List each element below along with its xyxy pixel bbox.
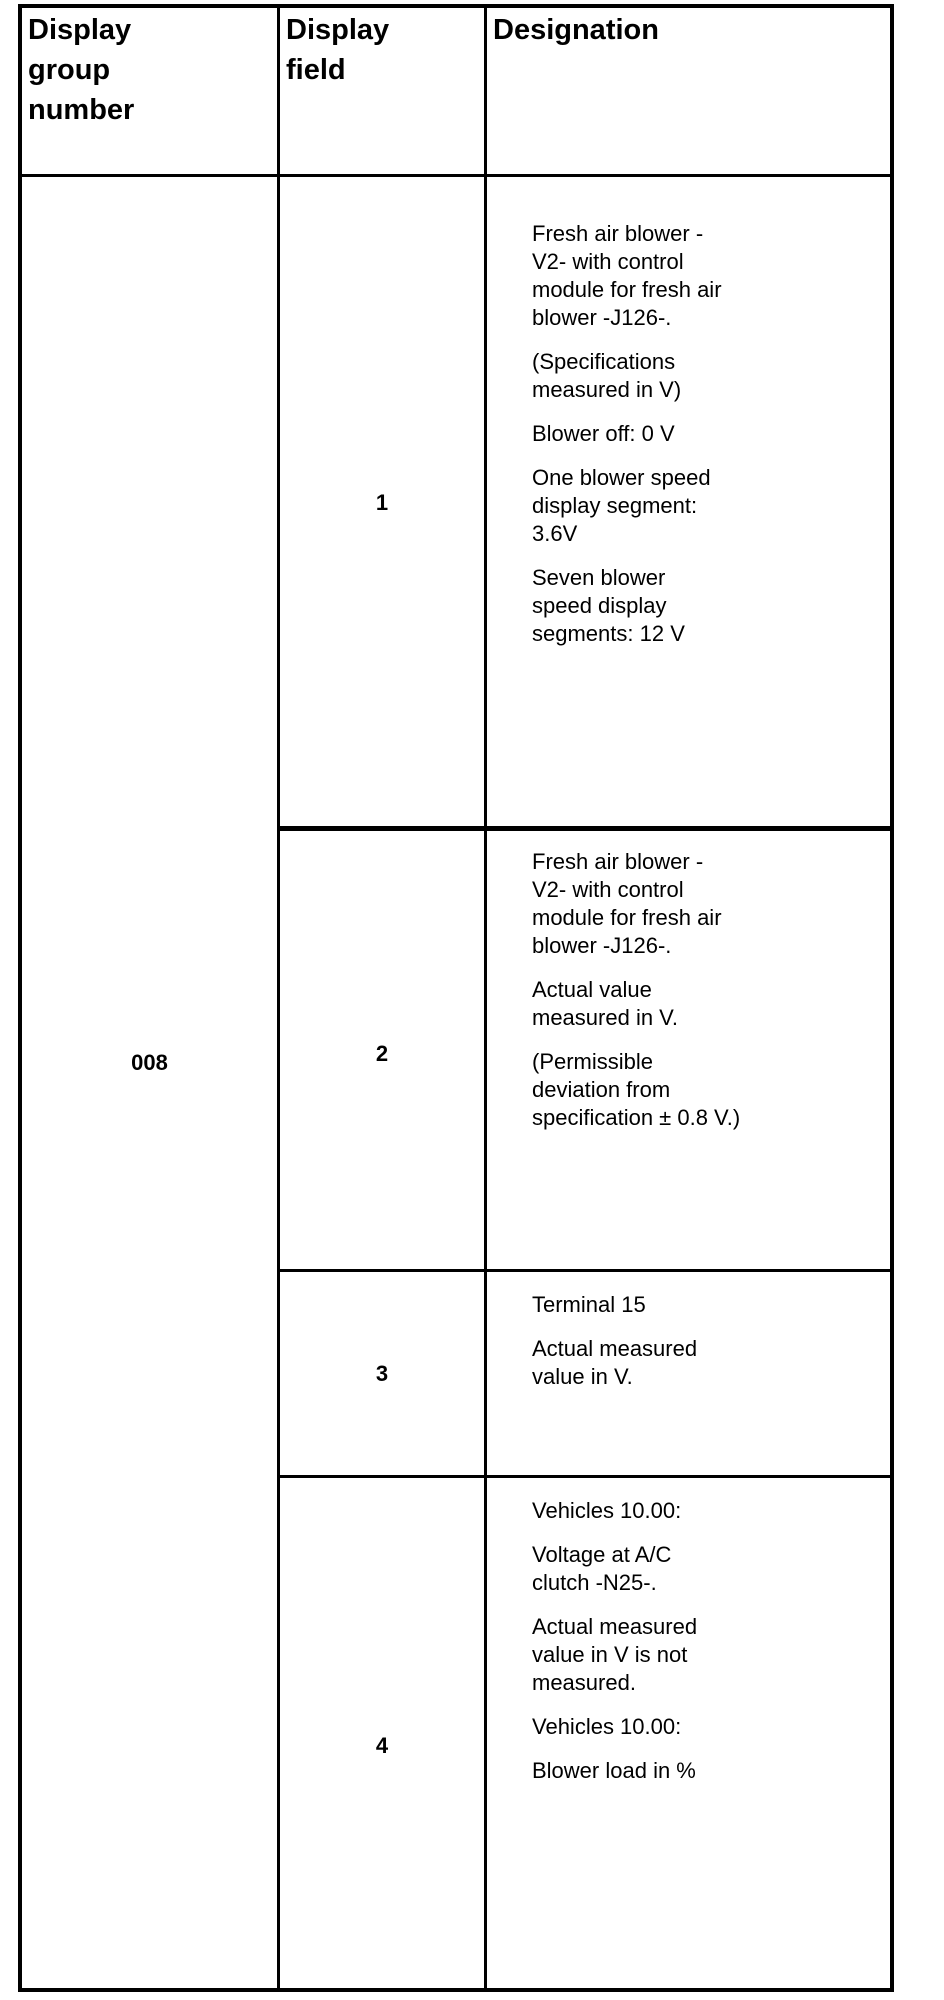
- designation-paragraph: Actual value measured in V.: [532, 977, 678, 1030]
- group-number: 008: [131, 1050, 168, 1075]
- designation-paragraph: Blower off: 0 V: [532, 421, 675, 446]
- display-field-number: 3: [375, 1361, 389, 1386]
- display-group-table: [18, 4, 894, 1992]
- designation-paragraph: (Specifications measured in V): [532, 349, 682, 402]
- header-divider: [22, 174, 890, 177]
- column-divider: [484, 8, 487, 1988]
- designation-paragraph: Terminal 15: [532, 1292, 646, 1317]
- designation-paragraph: Vehicles 10.00:: [532, 1498, 682, 1523]
- display-field-number: 1: [375, 490, 389, 515]
- designation-text: [532, 848, 852, 1148]
- row-divider: [277, 1475, 890, 1478]
- header-designation: Designation: [493, 14, 659, 46]
- designation-paragraph: (Permissible deviation from specification ± 0.8 V.): [532, 1049, 741, 1130]
- display-field-number: 2: [375, 1041, 389, 1066]
- designation-paragraph: Actual measured value in V.: [532, 1336, 698, 1389]
- display-field-number: 4: [375, 1733, 389, 1758]
- designation-text: [532, 1497, 852, 1801]
- designation-paragraph: Fresh air blower - V2- with control module for fresh air blower -J126-.: [532, 849, 722, 958]
- designation-paragraph: Vehicles 10.00:: [532, 1714, 682, 1739]
- designation-paragraph: Voltage at A/C clutch -N25-.: [532, 1542, 672, 1595]
- header-display-group-number: Display group number: [28, 14, 135, 126]
- designation-paragraph: Fresh air blower - V2- with control module for fresh air blower -J126-.: [532, 221, 722, 330]
- designation-paragraph: Blower load in %: [532, 1758, 696, 1783]
- designation-paragraph: One blower speed display segment: 3.6V: [532, 465, 711, 546]
- header-display-field: Display field: [286, 14, 390, 86]
- row-divider: [277, 1269, 890, 1272]
- designation-text: [532, 220, 852, 664]
- designation-text: [532, 1291, 852, 1407]
- designation-paragraph: Actual measured value in V is not measured.: [532, 1614, 698, 1695]
- row-divider: [277, 826, 890, 831]
- column-divider: [277, 8, 280, 1988]
- designation-paragraph: Seven blower speed display segments: 12 V: [532, 565, 685, 646]
